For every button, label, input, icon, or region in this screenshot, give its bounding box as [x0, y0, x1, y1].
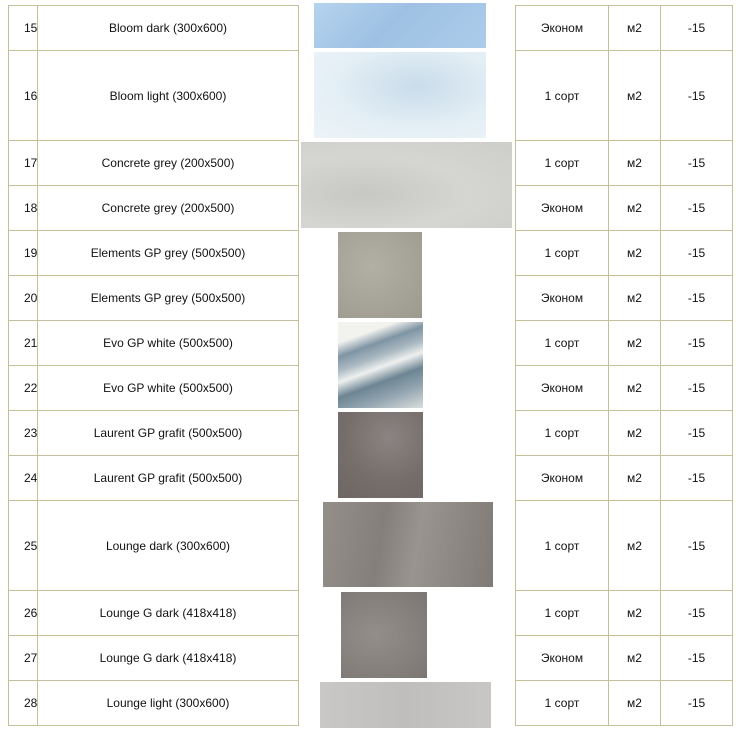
cell-discount: -15	[660, 635, 733, 681]
cell-grade: Эконом	[515, 275, 609, 321]
cell-grade: 1 сорт	[515, 590, 609, 636]
cell-name: Concrete grey (200x500)	[37, 140, 299, 186]
cell-name: Evo GP white (500x500)	[37, 320, 299, 366]
cell-grade: Эконом	[515, 635, 609, 681]
cell-name: Bloom dark (300x600)	[37, 5, 299, 51]
cell-name: Elements GP grey (500x500)	[37, 275, 299, 321]
cell-discount: -15	[660, 455, 733, 501]
cell-name: Bloom light (300x600)	[37, 50, 299, 141]
cell-unit: м2	[608, 590, 661, 636]
cell-discount: -15	[660, 680, 733, 726]
cell-unit: м2	[608, 410, 661, 456]
cell-grade: 1 сорт	[515, 140, 609, 186]
bloom-dark-swatch	[314, 3, 486, 48]
cell-grade: 1 сорт	[515, 500, 609, 591]
cell-discount: -15	[660, 5, 733, 51]
lounge-g-dark-swatch	[341, 592, 427, 678]
cell-discount: -15	[660, 590, 733, 636]
cell-grade: Эконом	[515, 455, 609, 501]
cell-name: Laurent GP grafit (500x500)	[37, 410, 299, 456]
cell-grade: Эконом	[515, 365, 609, 411]
cell-grade: Эконом	[515, 185, 609, 231]
cell-unit: м2	[608, 275, 661, 321]
cell-discount: -15	[660, 275, 733, 321]
cell-num: 23	[8, 410, 38, 456]
cell-unit: м2	[608, 5, 661, 51]
cell-discount: -15	[660, 185, 733, 231]
cell-unit: м2	[608, 230, 661, 276]
cell-num: 21	[8, 320, 38, 366]
cell-name: Elements GP grey (500x500)	[37, 230, 299, 276]
lounge-dark-swatch	[323, 502, 493, 587]
cell-num: 26	[8, 590, 38, 636]
cell-grade: 1 сорт	[515, 50, 609, 141]
cell-num: 15	[8, 5, 38, 51]
cell-discount: -15	[660, 320, 733, 366]
cell-grade: 1 сорт	[515, 410, 609, 456]
cell-num: 27	[8, 635, 38, 681]
cell-discount: -15	[660, 230, 733, 276]
cell-unit: м2	[608, 455, 661, 501]
bloom-light-swatch	[314, 52, 486, 138]
cell-discount: -15	[660, 410, 733, 456]
cell-name: Evo GP white (500x500)	[37, 365, 299, 411]
cell-num: 28	[8, 680, 38, 726]
cell-discount: -15	[660, 140, 733, 186]
cell-grade: 1 сорт	[515, 230, 609, 276]
cell-num: 19	[8, 230, 38, 276]
cell-name: Laurent GP grafit (500x500)	[37, 455, 299, 501]
cell-unit: м2	[608, 680, 661, 726]
cell-num: 22	[8, 365, 38, 411]
cell-unit: м2	[608, 365, 661, 411]
cell-num: 18	[8, 185, 38, 231]
cell-grade: Эконом	[515, 5, 609, 51]
cell-num: 20	[8, 275, 38, 321]
concrete-grey-swatch	[301, 142, 512, 228]
elements-gp-grey-swatch	[338, 232, 422, 318]
lounge-light-swatch	[320, 682, 491, 728]
cell-discount: -15	[660, 50, 733, 141]
cell-unit: м2	[608, 500, 661, 591]
cell-name: Lounge G dark (418x418)	[37, 635, 299, 681]
cell-name: Lounge dark (300x600)	[37, 500, 299, 591]
cell-name: Lounge G dark (418x418)	[37, 590, 299, 636]
cell-unit: м2	[608, 50, 661, 141]
cell-grade: 1 сорт	[515, 680, 609, 726]
cell-unit: м2	[608, 320, 661, 366]
cell-num: 24	[8, 455, 38, 501]
cell-discount: -15	[660, 500, 733, 591]
cell-name: Concrete grey (200x500)	[37, 185, 299, 231]
cell-discount: -15	[660, 365, 733, 411]
cell-num: 25	[8, 500, 38, 591]
cell-num: 16	[8, 50, 38, 141]
cell-grade: 1 сорт	[515, 320, 609, 366]
cell-unit: м2	[608, 185, 661, 231]
evo-gp-white-swatch	[338, 322, 423, 408]
cell-name: Lounge light (300x600)	[37, 680, 299, 726]
cell-unit: м2	[608, 635, 661, 681]
laurent-gp-grafit-swatch	[338, 412, 423, 498]
cell-num: 17	[8, 140, 38, 186]
cell-unit: м2	[608, 140, 661, 186]
